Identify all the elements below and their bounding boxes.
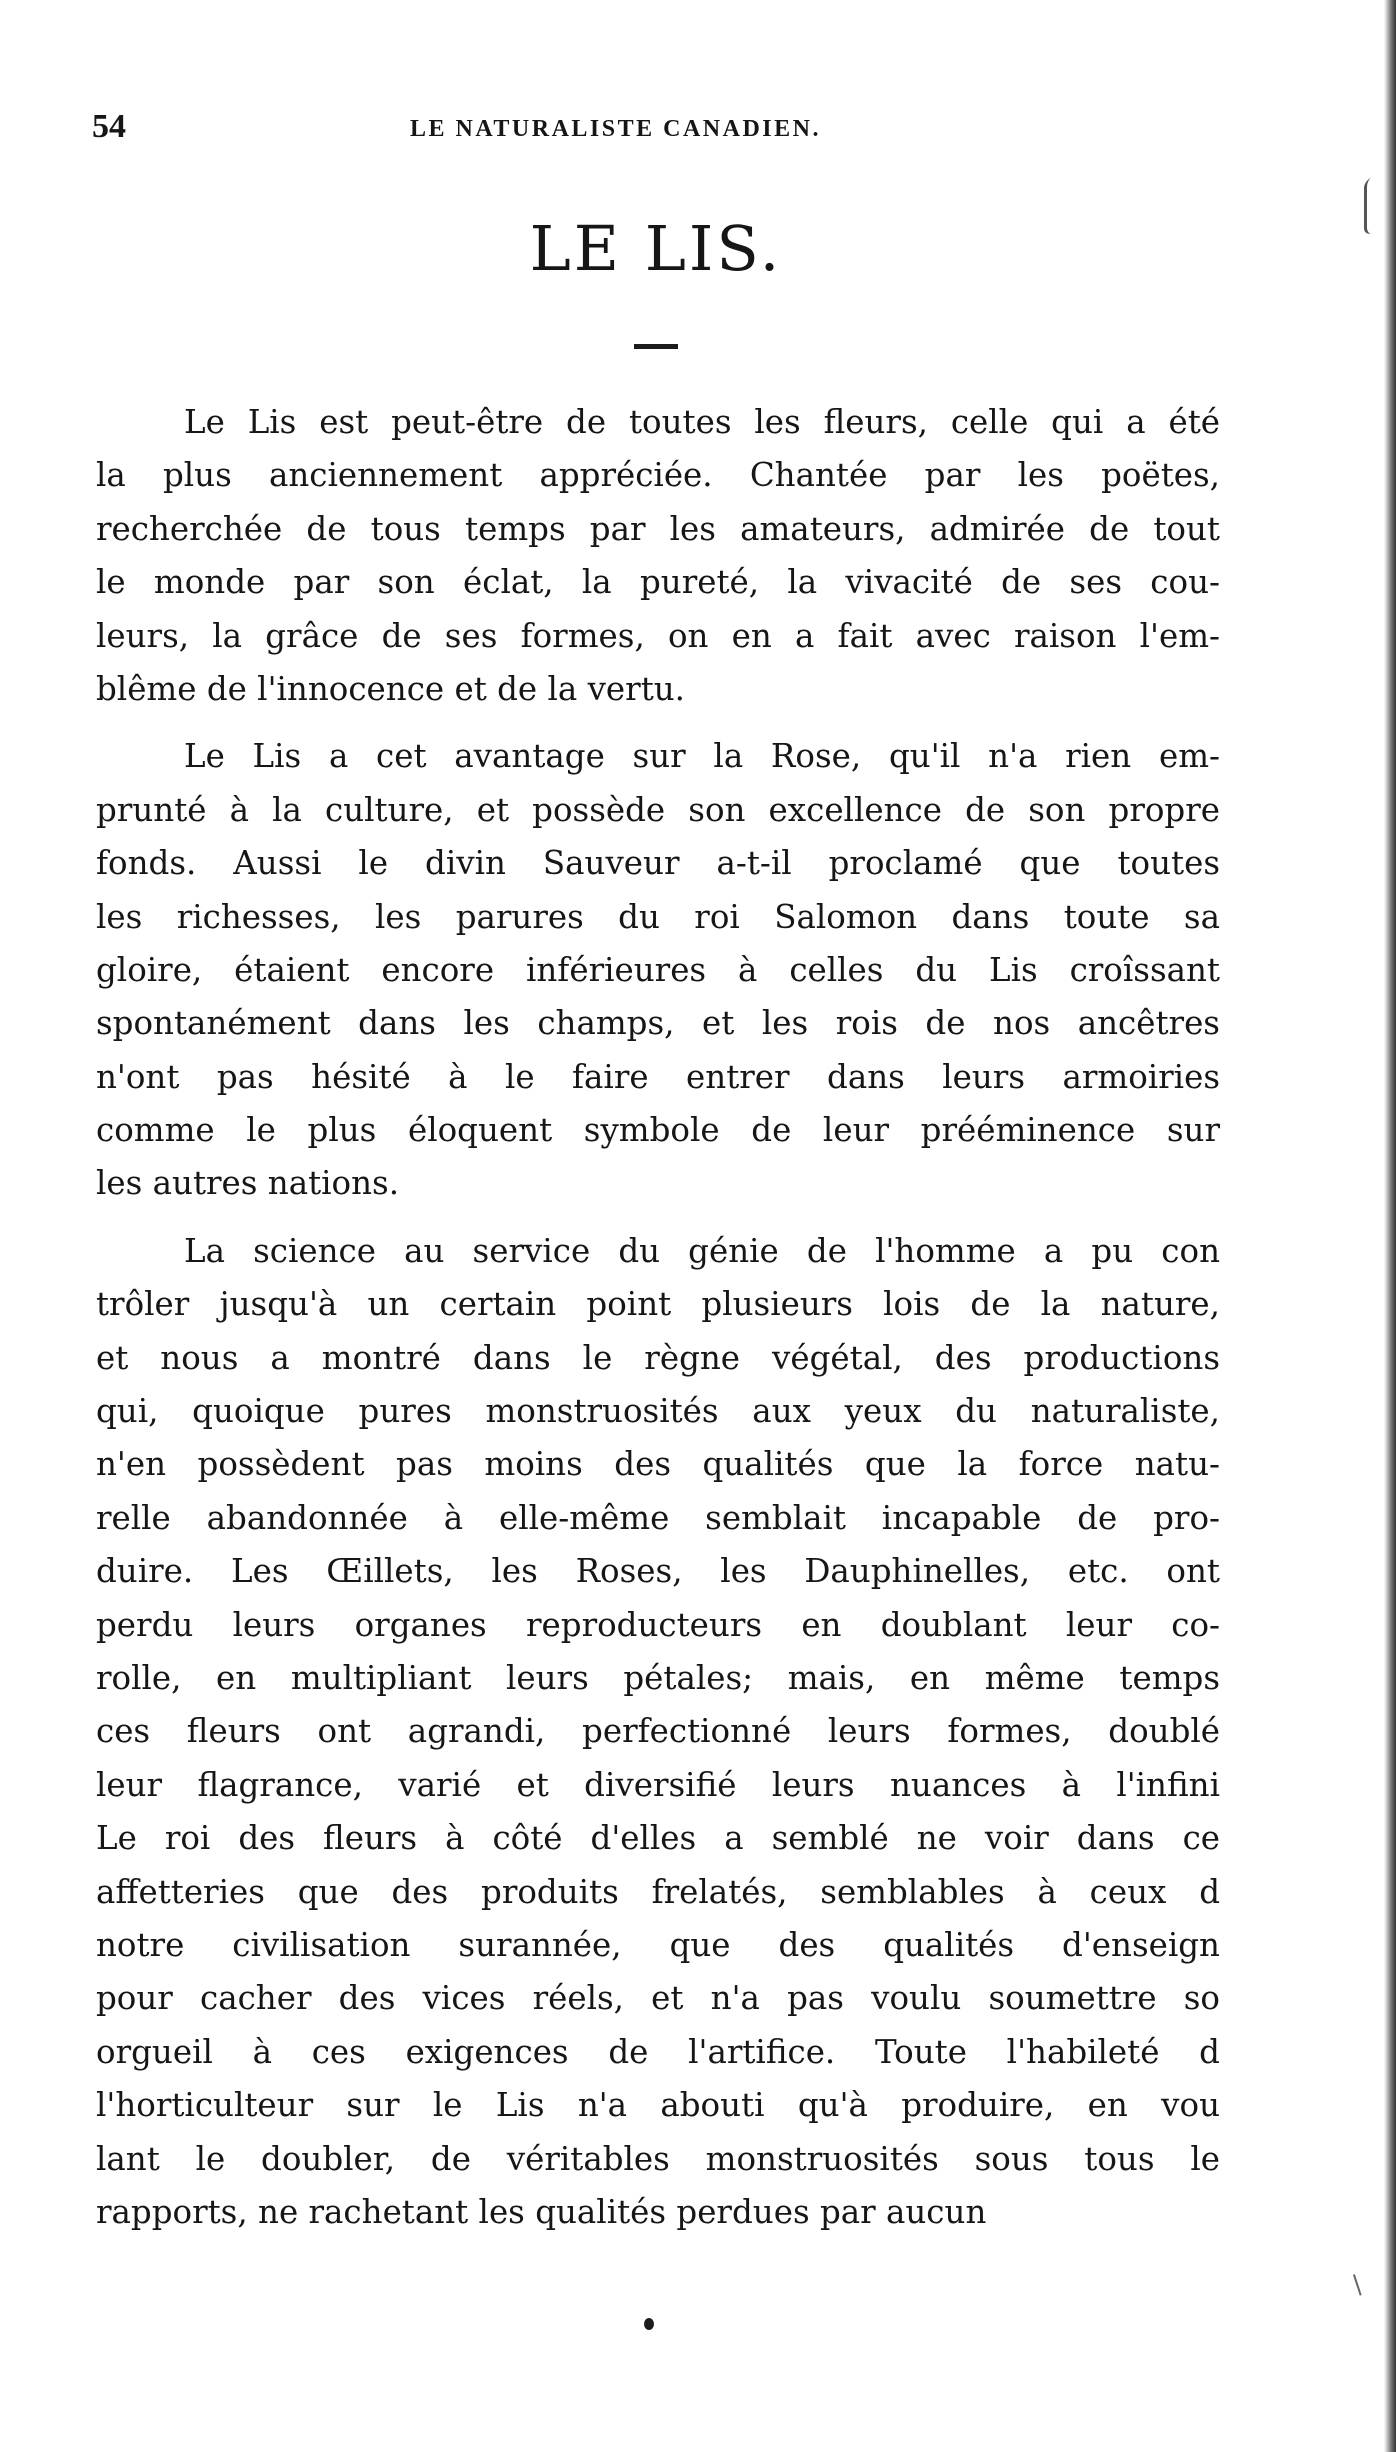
text-line: rolle, en multipliant leurs pétales; mais, en même temps <box>96 1658 1220 1697</box>
text-line: rapports, ne rachetant les qualités perdues par aucun <box>96 2192 987 2231</box>
paragraph <box>96 396 1220 716</box>
page-number: 54 <box>92 108 126 145</box>
paragraph <box>96 1225 1220 2239</box>
paragraph <box>96 730 1220 1211</box>
text-line: le monde par son éclat, la pureté, la vivacité de ses cou- <box>96 563 1220 602</box>
text-line: notre civilisation surannée, que des qualités d'enseign <box>96 1925 1220 1964</box>
text-line: les autres nations. <box>96 1164 400 1203</box>
text-line: et nous a montré dans le règne végétal, des productions <box>96 1338 1220 1377</box>
article-body <box>96 396 1220 2253</box>
text-line: duire. Les Œillets, les Roses, les Dauphinelles, etc. ont <box>96 1552 1220 1591</box>
running-head <box>92 108 1218 152</box>
text-line: l'horticulteur sur le Lis n'a abouti qu'à produire, en vou <box>96 2086 1220 2125</box>
text-line: lant le doubler, de véritables monstruosités sous tous le <box>96 2139 1220 2178</box>
text-line: gloire, étaient encore inférieures à celles du Lis croîssant <box>96 950 1220 989</box>
printer-mark <box>644 2318 654 2330</box>
text-line: leur flagrance, varié et diversifié leurs nuances à l'infini <box>96 1765 1220 1804</box>
text-line: perdu leurs organes reproducteurs en doublant leur co- <box>96 1605 1220 1644</box>
text-line: pour cacher des vices réels, et n'a pas voulu soumettre so <box>96 1979 1220 2018</box>
text-line: qui, quoique pures monstruosités aux yeux du naturaliste, <box>96 1392 1220 1431</box>
text-line: orgueil à ces exigences de l'artifice. Toute l'habileté d <box>96 2032 1220 2071</box>
text-line: Le Lis a cet avantage sur la Rose, qu'il n'a rien em- <box>184 737 1220 776</box>
text-line: comme le plus éloquent symbole de leur prééminence sur <box>96 1111 1220 1150</box>
text-line: La science au service du génie de l'homme a pu con <box>184 1231 1220 1270</box>
text-line: Le Lis est peut-être de toutes les fleurs, celle qui a été <box>184 403 1220 441</box>
text-line: prunté à la culture, et possède son excellence de son propre <box>96 790 1220 829</box>
text-line: blême de l'innocence et de la vertu. <box>96 669 686 708</box>
text-line: relle abandonnée à elle-même semblait incapable de pro- <box>96 1498 1220 1537</box>
text-line: affetteries que des produits frelatés, semblables à ceux d <box>96 1872 1220 1911</box>
title-rule <box>634 344 678 349</box>
text-line: recherchée de tous temps par les amateurs, admirée de tout <box>96 509 1220 548</box>
text-line: trôler jusqu'à un certain point plusieurs lois de la nature, <box>96 1285 1220 1324</box>
page-edge-shadow <box>1384 0 1396 2452</box>
article-title: LE LIS. <box>529 212 783 285</box>
page-edge-mark <box>1364 172 1387 236</box>
text-line: fonds. Aussi le divin Sauveur a-t-il proclamé que toutes <box>96 844 1220 883</box>
text-line: leurs, la grâce de ses formes, on en a fait avec raison l'em- <box>96 616 1220 655</box>
text-line: spontanément dans les champs, et les rois de nos ancêtres <box>96 1004 1220 1043</box>
text-line: n'en possèdent pas moins des qualités que la force natu- <box>96 1445 1220 1484</box>
page-edge-mark-lower <box>1353 2270 1373 2295</box>
text-line: la plus anciennement appréciée. Chantée par les poëtes, <box>96 456 1220 495</box>
text-line: n'ont pas hésité à le faire entrer dans leurs armoiries <box>96 1057 1220 1096</box>
text-line: les richesses, les parures du roi Salomon dans toute sa <box>96 897 1220 936</box>
text-line: ces fleurs ont agrandi, perfectionné leurs formes, doublé <box>96 1712 1220 1751</box>
text-line: Le roi des fleurs à côté d'elles a semblé ne voir dans ce <box>96 1819 1220 1858</box>
journal-title: LE NATURALISTE CANADIEN. <box>410 116 821 142</box>
